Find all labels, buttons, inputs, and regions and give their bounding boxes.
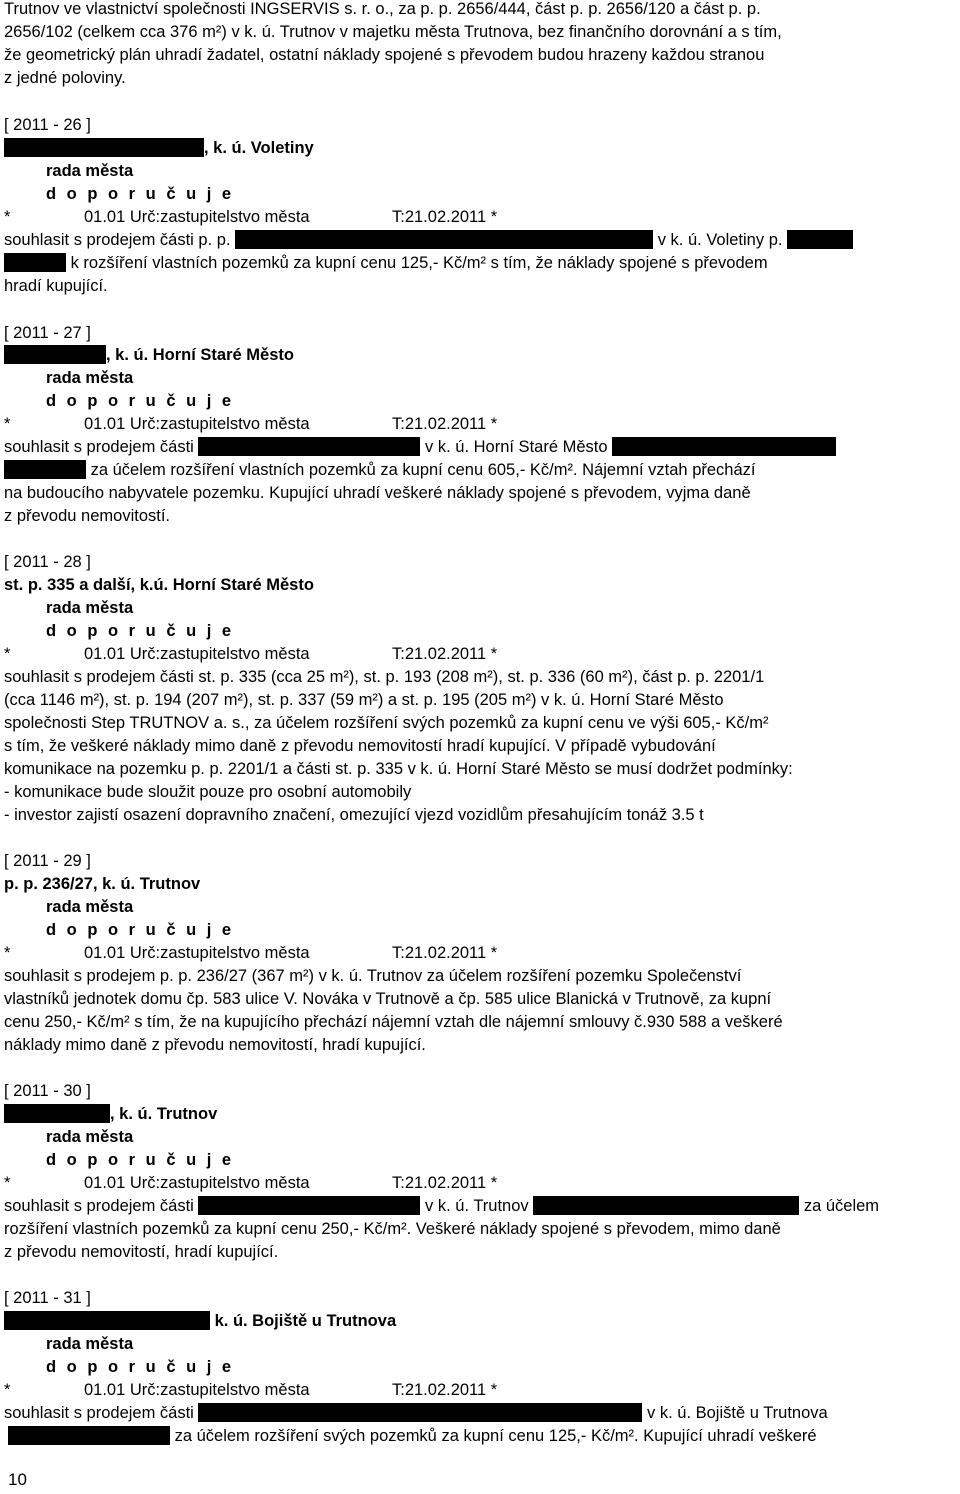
redaction xyxy=(4,460,86,479)
resolution-text: - investor zajistí osazení dopravního značení, omezující vjezd vozidlům přesahujícím tonáž 3.5 t xyxy=(4,806,704,824)
recommends-label: d o p o r u č u j e xyxy=(46,921,235,939)
redaction xyxy=(4,1104,110,1123)
resolution-id: [ 2011 - 31 ] xyxy=(4,1289,91,1307)
resolution-meta: * 01.01 Urč:zastupitelstvo města T:21.02.2011 * xyxy=(4,208,498,226)
council-label: rada města xyxy=(46,1128,134,1146)
intro-line-4: z jedné poloviny. xyxy=(4,69,126,87)
resolution-text: společnosti Step TRUTNOV a. s., za účelem rozšíření svých pozemků za kupní cenu ve výši 605,- Kč/m² xyxy=(4,714,769,732)
resolution-text: vlastníků jednotek domu čp. 583 ulice V. Nováka v Trutnově a čp. 585 ulice Blanická v Trutnově, za kupní xyxy=(4,990,772,1008)
resolution-id: [ 2011 - 29 ] xyxy=(4,852,91,870)
resolution-text: souhlasit s prodejem části p. p. v k. ú. Voletiny p. xyxy=(4,229,853,252)
council-label: rada města xyxy=(46,898,134,916)
resolution-text: komunikace na pozemku p. p. 2201/1 a části st. p. 335 v k. ú. Horní Staré Město se musí dodržet podmínky: xyxy=(4,760,793,778)
resolution-text: hradí kupující. xyxy=(4,277,108,295)
resolution-meta: * 01.01 Urč:zastupitelstvo města T:21.02.2011 * xyxy=(4,415,498,433)
council-label: rada města xyxy=(46,369,134,387)
resolution-text: cenu 250,- Kč/m² s tím, že na kupujícího přechází nájemní vztah dle nájemní smlouvy č.930 588 a veškeré xyxy=(4,1013,783,1031)
recommends-label: d o p o r u č u j e xyxy=(46,1151,235,1169)
intro-line-2: 2656/102 (celkem cca 376 m²) v k. ú. Trutnov v majetku města Trutnova, bez finančního dorovnání a s tím, xyxy=(4,23,782,41)
resolution-text: k rozšíření vlastních pozemků za kupní cenu 125,- Kč/m² s tím, že náklady spojené s převodem xyxy=(4,252,768,275)
resolution-text: náklady mimo daně z převodu nemovitostí, hradí kupující. xyxy=(4,1036,426,1054)
resolution-text: souhlasit s prodejem části v k. ú. Horní Staré Město xyxy=(4,436,836,459)
resolution-heading: , k. ú. Horní Staré Město xyxy=(4,344,294,367)
redaction xyxy=(198,1403,642,1422)
resolution-heading: p. p. 236/27, k. ú. Trutnov xyxy=(4,875,201,893)
redaction xyxy=(4,345,106,364)
redaction xyxy=(4,138,204,157)
resolution-text: s tím, že veškeré náklady mimo daně z převodu nemovitostí hradí kupující. V případě vybudování xyxy=(4,737,716,755)
resolution-text: na budoucího nabyvatele pozemku. Kupující uhradí veškeré náklady spojené s převodem, vyjma daně xyxy=(4,484,751,502)
resolution-meta: * 01.01 Urč:zastupitelstvo města T:21.02.2011 * xyxy=(4,1174,498,1192)
resolution-text: z převodu nemovitostí. xyxy=(4,507,170,525)
intro-line-1: Trutnov ve vlastnictví společnosti INGSERVIS s. r. o., za p. p. 2656/444, část p. p. 2656/120 a část p. p. xyxy=(4,0,761,18)
redaction xyxy=(4,253,66,272)
recommends-label: d o p o r u č u j e xyxy=(46,392,235,410)
resolution-heading: k. ú. Bojiště u Trutnova xyxy=(4,1310,396,1333)
resolution-meta: * 01.01 Urč:zastupitelstvo města T:21.02.2011 * xyxy=(4,645,498,663)
resolution-heading: , k. ú. Voletiny xyxy=(4,137,314,160)
recommends-label: d o p o r u č u j e xyxy=(46,1358,235,1376)
council-label: rada města xyxy=(46,162,134,180)
resolution-heading: , k. ú. Trutnov xyxy=(4,1103,217,1126)
council-label: rada města xyxy=(46,599,134,617)
redaction xyxy=(198,1196,420,1215)
resolution-text: z převodu nemovitostí, hradí kupující. xyxy=(4,1243,279,1261)
resolution-id: [ 2011 - 30 ] xyxy=(4,1082,91,1100)
recommends-label: d o p o r u č u j e xyxy=(46,185,235,203)
resolution-heading: st. p. 335 a další, k.ú. Horní Staré Město xyxy=(4,576,314,594)
resolution-text: souhlasit s prodejem části v k. ú. Trutnov za účelem xyxy=(4,1197,880,1215)
resolution-text: za účelem rozšíření svých pozemků za kupní cenu 125,- Kč/m². Kupující uhradí veškeré xyxy=(4,1425,817,1448)
redaction xyxy=(533,1196,799,1215)
resolution-id: [ 2011 - 26 ] xyxy=(4,116,91,134)
redaction xyxy=(612,437,836,456)
resolution-meta: * 01.01 Urč:zastupitelstvo města T:21.02.2011 * xyxy=(4,944,498,962)
resolution-text: souhlasit s prodejem části st. p. 335 (cca 25 m²), st. p. 193 (208 m²), st. p. 336 (60 m²), část p. p. 2201/1 xyxy=(4,668,765,686)
council-label: rada města xyxy=(46,1335,134,1353)
resolution-id: [ 2011 - 28 ] xyxy=(4,553,91,571)
resolution-text: rozšíření vlastních pozemků za kupní cenu 250,- Kč/m². Veškeré náklady spojené s převodem, mimo daně xyxy=(4,1220,781,1238)
resolution-text: souhlasit s prodejem p. p. 236/27 (367 m²) v k. ú. Trutnov za účelem rozšíření pozemku Společenství xyxy=(4,967,742,985)
resolution-text: souhlasit s prodejem části v k. ú. Bojiště u Trutnova xyxy=(4,1404,828,1422)
resolution-text: - komunikace bude sloužit pouze pro osobní automobily xyxy=(4,783,412,801)
intro-line-3: že geometrický plán uhradí žadatel, ostatní náklady spojené s převodem budou hrazeny každou stranou xyxy=(4,46,765,64)
recommends-label: d o p o r u č u j e xyxy=(46,622,235,640)
redaction xyxy=(787,230,853,249)
resolution-text: za účelem rozšíření vlastních pozemků za kupní cenu 605,- Kč/m². Nájemní vztah přechází xyxy=(4,459,755,482)
redaction xyxy=(8,1426,170,1445)
redaction xyxy=(4,1311,210,1330)
page-number: 10 xyxy=(8,1470,27,1489)
resolution-meta: * 01.01 Urč:zastupitelstvo města T:21.02.2011 * xyxy=(4,1381,498,1399)
redaction xyxy=(198,437,420,456)
resolution-id: [ 2011 - 27 ] xyxy=(4,324,91,342)
redaction xyxy=(235,230,653,249)
resolution-text: (cca 1146 m²), st. p. 194 (207 m²), st. p. 337 (59 m²) a st. p. 195 (205 m²) v k. ú. Horní Staré Město xyxy=(4,691,724,709)
